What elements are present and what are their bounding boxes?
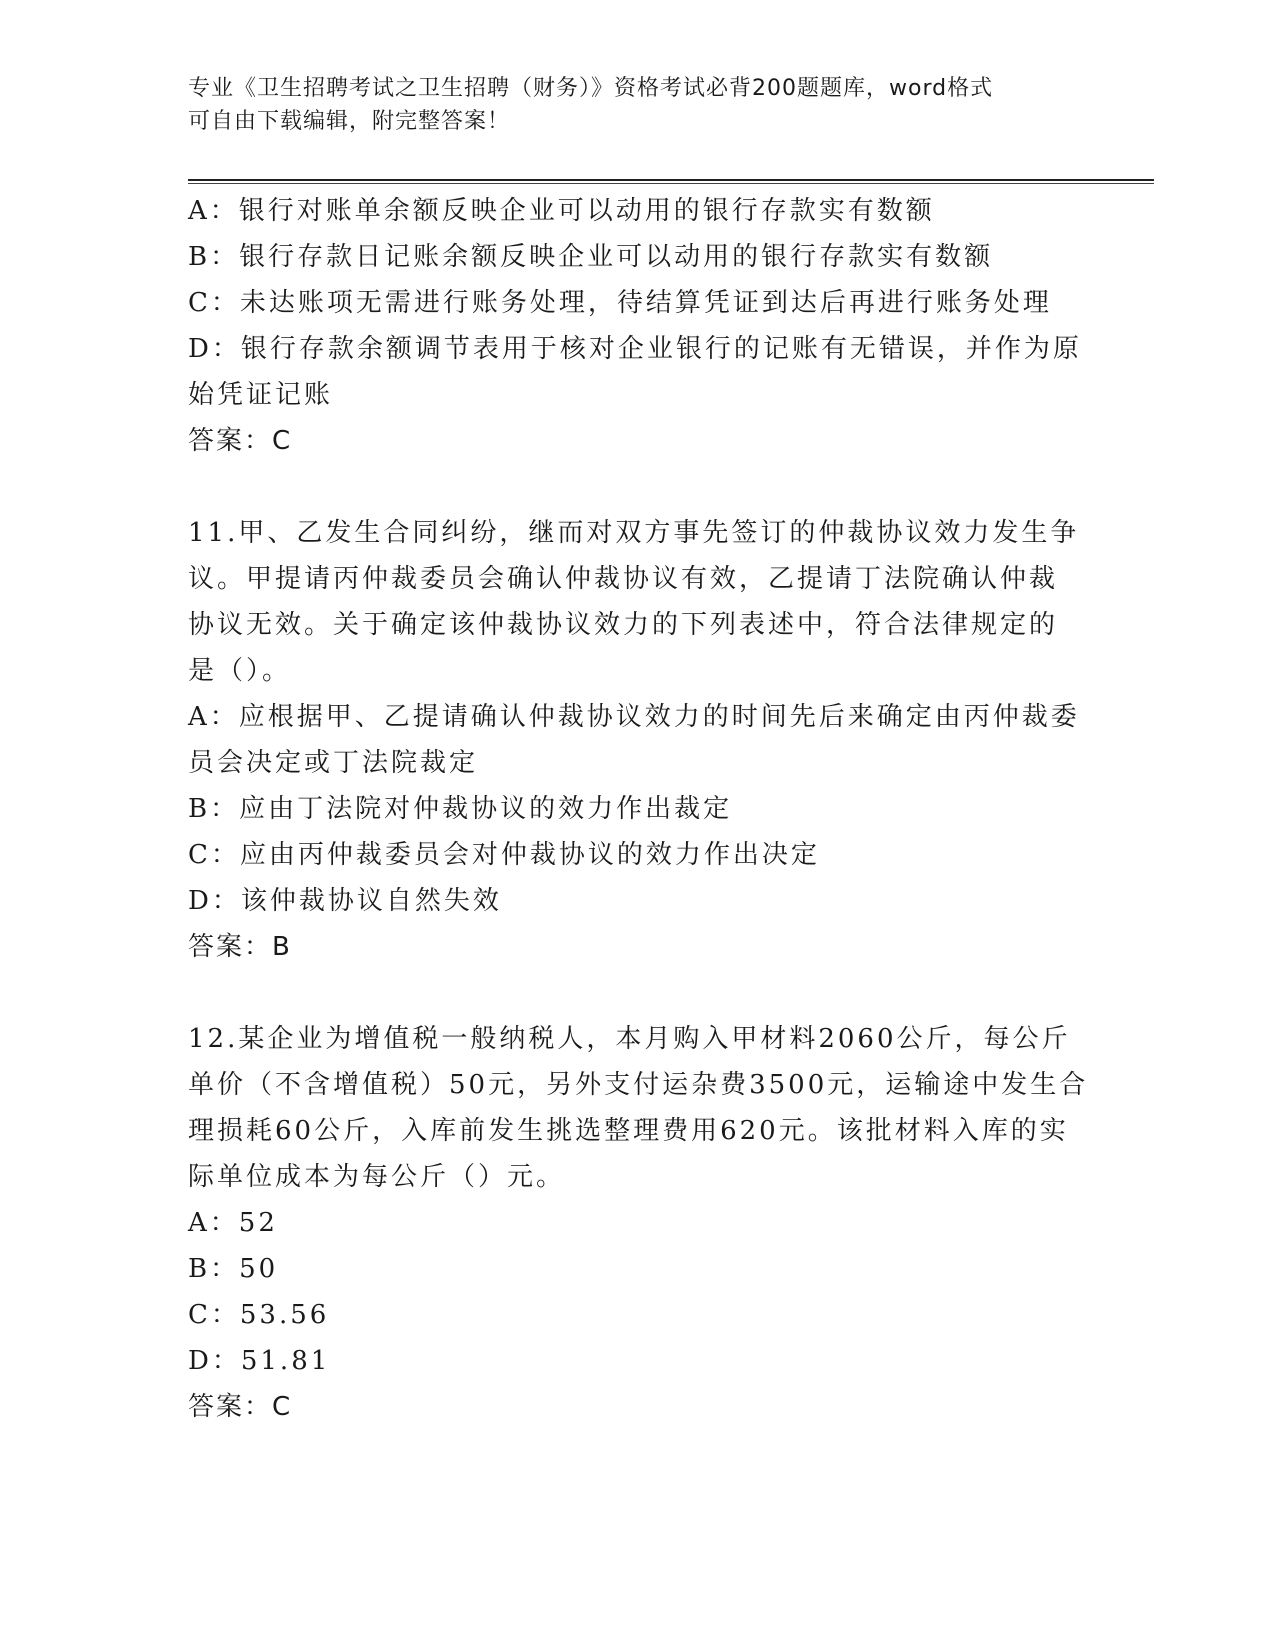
question-10-option-b: B：银行存款日记账余额反映企业可以动用的银行存款实有数额 — [188, 242, 994, 272]
question-list — [188, 188, 1088, 1430]
question-spacer — [188, 464, 1088, 510]
question-11-stem-line1: 11.甲、乙发生合同纠纷，继而对双方事先签订的仲裁协议效力发生争 — [188, 518, 1080, 548]
question-11-option-d: D：该仲裁协议自然失效 — [188, 886, 502, 916]
question-12-option-b: B：50 — [188, 1254, 279, 1284]
question-10-option-d-line1: D：银行存款余额调节表用于核对企业银行的记账有无错误，并作为原 — [188, 334, 1082, 364]
header-divider-thin — [188, 183, 1154, 184]
question-10-option-c: C：未达账项无需进行账务处理，待结算凭证到达后再进行账务处理 — [188, 288, 1052, 318]
question-10-option-d-line2: 始凭证记账 — [188, 380, 334, 410]
question-11-stem-line3: 协议无效。关于确定该仲裁协议效力的下列表述中，符合法律规定的 — [188, 610, 1059, 640]
question-11-stem-line4: 是（）。 — [188, 656, 292, 686]
question-11-stem-line2: 议。甲提请丙仲裁委员会确认仲裁协议有效，乙提请丁法院确认仲裁 — [188, 564, 1059, 594]
question-11-option-a-line1: A：应根据甲、乙提请确认仲裁协议效力的时间先后来确定由丙仲裁委 — [188, 702, 1080, 732]
question-10-answer: 答案：C — [188, 426, 293, 456]
question-12-option-a: A：52 — [188, 1208, 278, 1238]
question-12-stem-line4: 际单位成本为每公斤（）元。 — [188, 1162, 566, 1192]
question-11-option-b: B：应由丁法院对仲裁协议的效力作出裁定 — [188, 794, 733, 824]
question-12-option-c: C：53.56 — [188, 1300, 330, 1330]
question-11-option-c: C：应由丙仲裁委员会对仲裁协议的效力作出决定 — [188, 840, 820, 870]
question-12-block — [188, 1016, 1088, 1430]
question-12-stem-line1: 12.某企业为增值税一般纳税人，本月购入甲材料2060公斤，每公斤 — [188, 1024, 1071, 1054]
question-10-block — [188, 188, 1088, 464]
header-subtitle-line: 可自由下载编辑，附完整答案！ — [188, 109, 511, 134]
question-12-stem-line2: 单价（不含增值税）50元，另外支付运杂费3500元，运输途中发生合 — [188, 1070, 1089, 1100]
question-12-option-d: D：51.81 — [188, 1346, 331, 1376]
question-12-answer: 答案：C — [188, 1392, 293, 1422]
question-spacer — [188, 970, 1088, 1016]
document-header — [188, 72, 1068, 138]
header-divider-thick — [188, 179, 1154, 181]
question-12-stem-line3: 理损耗60公斤，入库前发生挑选整理费用620元。该批材料入库的实 — [188, 1116, 1069, 1146]
question-11-answer: 答案：B — [188, 932, 292, 962]
header-title-line: 专业《卫生招聘考试之卫生招聘（财务）》资格考试必背200题题库，word格式 — [188, 76, 994, 101]
question-11-option-a-line2: 员会决定或丁法院裁定 — [188, 748, 479, 778]
question-11-block — [188, 510, 1088, 970]
question-10-option-a: A：银行对账单余额反映企业可以动用的银行存款实有数额 — [188, 196, 935, 226]
